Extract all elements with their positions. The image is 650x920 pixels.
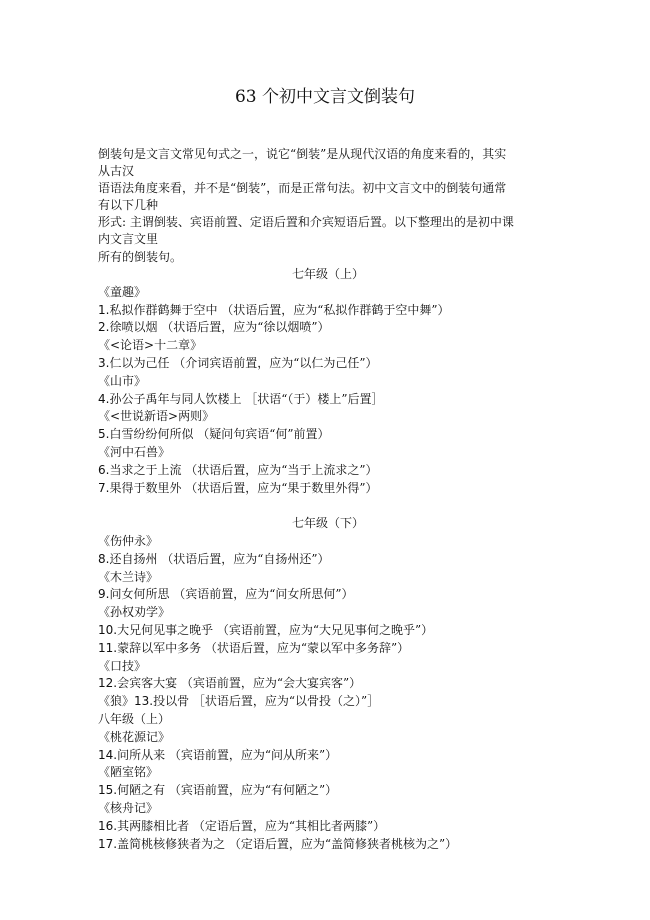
- line-text: 《<论语>十二章》: [98, 338, 203, 353]
- example-item: [98, 426, 558, 444]
- intro-line: 倒装句是文言文常见句式之一，说它“倒装”是从现代汉语的角度来看的，其实: [98, 147, 507, 161]
- line-text: 当求之于上流 （状语后置，应为“当于上流求之”）: [109, 462, 378, 477]
- item-number: 2.: [98, 320, 110, 335]
- example-item: [98, 640, 558, 658]
- line-text: 会宾客大宴 （宾语前置，应为“会大宴宾客”）: [117, 676, 362, 691]
- item-number: 3.: [98, 355, 110, 370]
- source-title: [98, 569, 558, 587]
- example-item: [98, 818, 558, 836]
- section-2-list: [98, 533, 558, 853]
- example-item: [98, 462, 558, 480]
- line-text: 白雪纷纷何所似 （疑问句宾语“何”前置）: [109, 427, 330, 442]
- line-text: 《桃花源记》: [98, 729, 171, 744]
- intro-line: 语语法角度来看，并不是“倒装”，而是正常句法。初中文言文中的倒装句通常: [98, 181, 507, 196]
- item-number: 11.: [98, 640, 118, 655]
- line-text: 还自扬州 （状语后置，应为“自扬州还”）: [109, 551, 330, 566]
- line-text: 《伤仲永》: [98, 533, 159, 548]
- source-title: [98, 373, 558, 391]
- example-item: [98, 622, 558, 640]
- example-item: [98, 391, 558, 409]
- item-number: 13.: [134, 694, 154, 709]
- example-item: [98, 319, 558, 337]
- section-heading: 七年级（上）: [291, 267, 364, 281]
- source-title: [98, 764, 558, 782]
- example-item: [98, 782, 558, 800]
- item-number: 5.: [98, 427, 110, 442]
- line-text: 《木兰诗》: [98, 569, 159, 584]
- item-number: 17.: [98, 836, 118, 851]
- source-title: [98, 408, 558, 426]
- item-number: 8.: [98, 551, 110, 566]
- line-text: 《孙权劝学》: [98, 605, 171, 620]
- document-title: 63 个初中文言文倒装句: [234, 87, 416, 107]
- document-body: [98, 266, 558, 853]
- item-number: 10.: [98, 622, 118, 637]
- section-1-list: [98, 284, 558, 498]
- example-item: [98, 747, 558, 765]
- line-text: 蒙辞以军中多务 （状语后置，应为“蒙以军中多务辞”）: [117, 640, 410, 655]
- item-number: 15.: [98, 783, 118, 798]
- line-text: 其两膝相比者 （定语后置，应为“其相比者两膝”）: [117, 818, 386, 833]
- item-number: 14.: [98, 747, 118, 762]
- example-item: [98, 355, 558, 373]
- line-text: 投以骨 ［状语后置，应为“以骨投（之）”］: [153, 694, 380, 709]
- line-text: 《河中石兽》: [98, 444, 171, 459]
- intro-line: 所有的倒装句。: [98, 249, 183, 264]
- intro-line: 有以下几种: [98, 198, 159, 213]
- example-item: [98, 693, 558, 711]
- line-text: 果得于数里外 （状语后置，应为“果于数里外得”）: [109, 480, 378, 495]
- line-text: 《<世说新语>两则》: [98, 409, 215, 424]
- item-number: 6.: [98, 462, 110, 477]
- source-title: [98, 533, 558, 551]
- intro-line: 形式: 主谓倒装、宾语前置、定语后置和介宾短语后置。以下整理出的是初中课: [98, 215, 514, 230]
- line-text: 《山市》: [98, 373, 147, 388]
- line-text: 《陋室铭》: [98, 765, 159, 780]
- source-title: [98, 729, 558, 747]
- source-title: [98, 800, 558, 818]
- example-item: [98, 675, 558, 693]
- item-number: 16.: [98, 818, 118, 833]
- intro-paragraph: [98, 146, 558, 266]
- line-text: 《童趣》: [98, 284, 147, 299]
- line-text: 何陋之有 （宾语前置，应为“有何陋之”）: [117, 783, 338, 798]
- source-title: [98, 711, 558, 729]
- line-text: 《核舟记》: [98, 800, 159, 815]
- section-heading: 七年级（下）: [291, 516, 364, 531]
- line-text: 问女何所思 （宾语前置，应为“问女所思何”）: [109, 587, 354, 602]
- source-title: [98, 604, 558, 622]
- source-title: 《狼》: [98, 694, 135, 709]
- line-text: 仁以为己任 （介词宾语前置，应为“以仁为己任”）: [109, 355, 378, 370]
- section-spacer: [98, 497, 558, 515]
- example-item: [98, 551, 558, 569]
- line-text: 私拟作群鹤舞于空中 （状语后置，应为“私拟作群鹤于空中舞”）: [109, 302, 450, 317]
- source-title: [98, 284, 558, 302]
- example-item: [98, 302, 558, 320]
- line-text: 大兄何见事之晚乎 （宾语前置，应为“大兄见事何之晚乎”）: [117, 622, 434, 637]
- item-number: 1.: [98, 302, 110, 317]
- line-text: 问所从来 （宾语前置，应为“问从所来”）: [117, 747, 338, 762]
- source-title: [98, 658, 558, 676]
- item-number: 9.: [98, 587, 110, 602]
- source-title: [98, 444, 558, 462]
- item-number: 4.: [98, 391, 110, 406]
- example-item: [98, 836, 558, 854]
- example-item: [98, 480, 558, 498]
- example-item: [98, 586, 558, 604]
- intro-line: 从古汉: [98, 164, 135, 179]
- item-number: 7.: [98, 480, 110, 495]
- line-text: 徐喷以烟 （状语后置，应为“徐以烟喷”）: [109, 320, 330, 335]
- line-text: 盖简桃核修狭者为之 （定语后置，应为“盖简修狭者桃核为之”）: [117, 836, 458, 851]
- source-title: [98, 337, 558, 355]
- item-number: 12.: [98, 676, 118, 691]
- line-text: 《口技》: [98, 658, 147, 673]
- line-text: 孙公子禹年与同人饮楼上 ［状语“（于）楼上”后置］: [109, 391, 384, 406]
- intro-line: 内文言文里: [98, 232, 159, 247]
- line-text: 八年级（上）: [98, 711, 171, 726]
